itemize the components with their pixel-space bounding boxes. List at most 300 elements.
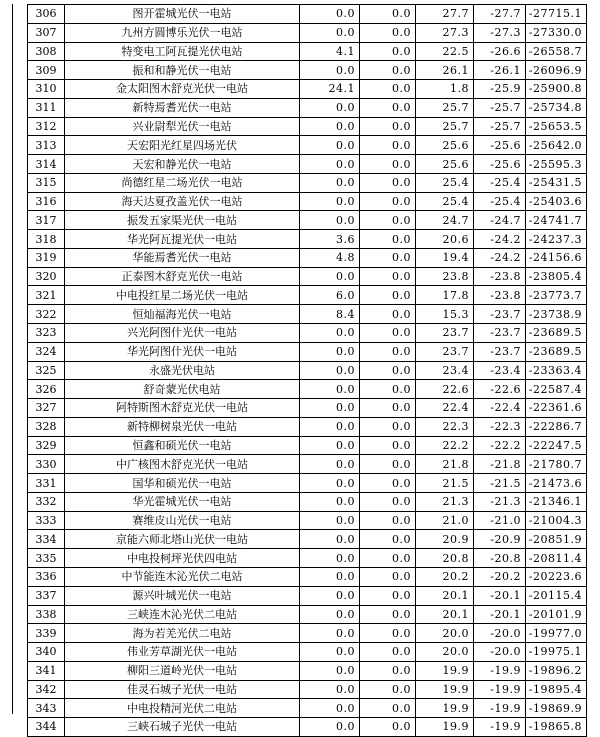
value-col-4-cell: -27.7 <box>474 5 526 24</box>
value-col-5-cell: -23689.5 <box>526 324 587 343</box>
station-name-cell: 振和和静光伏一电站 <box>65 61 300 80</box>
station-name-cell: 京能六师北塔山光伏一电站 <box>65 530 300 549</box>
row-number-cell: 316 <box>28 192 65 211</box>
station-name-cell: 新特焉耆光伏一电站 <box>65 98 300 117</box>
value-col-4-cell: -21.0 <box>474 511 526 530</box>
value-col-5-cell: -26096.9 <box>526 61 587 80</box>
value-col-2-cell: 0.0 <box>360 624 416 643</box>
value-col-4-cell: -23.7 <box>474 305 526 324</box>
value-col-2-cell: 0.0 <box>360 211 416 230</box>
value-col-4-cell: -19.9 <box>474 699 526 718</box>
table-row <box>28 474 587 493</box>
station-name-cell: 兴业尉犁光伏一电站 <box>65 117 300 136</box>
value-col-1-cell: 0.0 <box>300 417 360 436</box>
value-col-1-cell: 0.0 <box>300 173 360 192</box>
value-col-3-cell: 19.9 <box>416 718 474 737</box>
row-number-cell: 335 <box>28 549 65 568</box>
value-col-3-cell: 20.9 <box>416 530 474 549</box>
table-row <box>28 42 587 61</box>
value-col-4-cell: -27.3 <box>474 23 526 42</box>
value-col-1-cell: 0.0 <box>300 624 360 643</box>
row-number-cell: 332 <box>28 492 65 511</box>
value-col-3-cell: 23.4 <box>416 361 474 380</box>
station-name-cell: 恒灿福海光伏一电站 <box>65 305 300 324</box>
row-number-cell: 344 <box>28 718 65 737</box>
value-col-1-cell: 0.0 <box>300 643 360 662</box>
table-row <box>28 155 587 174</box>
row-number-cell: 336 <box>28 567 65 586</box>
station-name-cell: 源兴叶城光伏一电站 <box>65 586 300 605</box>
station-name-cell: 柳阳三道岭光伏一电站 <box>65 661 300 680</box>
station-name-cell: 振发五家渠光伏一电站 <box>65 211 300 230</box>
table-row <box>28 567 587 586</box>
value-col-2-cell: 0.0 <box>360 192 416 211</box>
value-col-2-cell: 0.0 <box>360 530 416 549</box>
row-number-cell: 314 <box>28 155 65 174</box>
value-col-5-cell: -23805.4 <box>526 267 587 286</box>
row-number-cell: 338 <box>28 605 65 624</box>
station-name-cell: 国华和硕光伏一电站 <box>65 474 300 493</box>
station-name-cell: 华光霍城光伏一电站 <box>65 492 300 511</box>
value-col-3-cell: 19.9 <box>416 661 474 680</box>
value-col-1-cell: 3.6 <box>300 230 360 249</box>
value-col-3-cell: 15.3 <box>416 305 474 324</box>
value-col-4-cell: -21.5 <box>474 474 526 493</box>
table-row <box>28 324 587 343</box>
station-name-cell: 三峡石城子光伏一电站 <box>65 718 300 737</box>
row-number-cell: 307 <box>28 23 65 42</box>
value-col-4-cell: -20.0 <box>474 624 526 643</box>
value-col-5-cell: -24237.3 <box>526 230 587 249</box>
value-col-3-cell: 20.6 <box>416 230 474 249</box>
table-row <box>28 605 587 624</box>
value-col-4-cell: -20.8 <box>474 549 526 568</box>
value-col-5-cell: -21004.3 <box>526 511 587 530</box>
row-number-cell: 331 <box>28 474 65 493</box>
value-col-1-cell: 0.0 <box>300 136 360 155</box>
value-col-2-cell: 0.0 <box>360 361 416 380</box>
station-name-cell: 九州方圆博乐光伏一电站 <box>65 23 300 42</box>
value-col-1-cell: 0.0 <box>300 549 360 568</box>
value-col-2-cell: 0.0 <box>360 42 416 61</box>
table-row <box>28 436 587 455</box>
value-col-5-cell: -25595.3 <box>526 155 587 174</box>
value-col-3-cell: 22.3 <box>416 417 474 436</box>
value-col-4-cell: -20.1 <box>474 586 526 605</box>
table-row <box>28 211 587 230</box>
value-col-3-cell: 27.3 <box>416 23 474 42</box>
table-row <box>28 117 587 136</box>
value-col-2-cell: 0.0 <box>360 248 416 267</box>
row-number-cell: 337 <box>28 586 65 605</box>
station-name-cell: 天宏和静光伏一电站 <box>65 155 300 174</box>
value-col-4-cell: -25.4 <box>474 192 526 211</box>
value-col-2-cell: 0.0 <box>360 680 416 699</box>
value-col-4-cell: -26.6 <box>474 42 526 61</box>
value-col-3-cell: 25.7 <box>416 117 474 136</box>
value-col-3-cell: 25.7 <box>416 98 474 117</box>
table-row <box>28 680 587 699</box>
value-col-2-cell: 0.0 <box>360 173 416 192</box>
value-col-1-cell: 0.0 <box>300 492 360 511</box>
table-row <box>28 61 587 80</box>
value-col-1-cell: 0.0 <box>300 567 360 586</box>
station-name-cell: 三峡连木沁光伏二电站 <box>65 605 300 624</box>
table-row <box>28 492 587 511</box>
table-body <box>28 5 587 737</box>
table-row <box>28 399 587 418</box>
table-row <box>28 699 587 718</box>
row-number-cell: 342 <box>28 680 65 699</box>
station-name-cell: 中节能连木沁光伏二电站 <box>65 567 300 586</box>
value-col-5-cell: -19869.9 <box>526 699 587 718</box>
value-col-1-cell: 6.0 <box>300 286 360 305</box>
value-col-2-cell: 0.0 <box>360 567 416 586</box>
table-row <box>28 661 587 680</box>
table-row <box>28 286 587 305</box>
value-col-5-cell: -25403.6 <box>526 192 587 211</box>
station-name-cell: 天宏阳光红星四场光伏 <box>65 136 300 155</box>
value-col-3-cell: 26.1 <box>416 61 474 80</box>
value-col-2-cell: 0.0 <box>360 61 416 80</box>
value-col-5-cell: -22247.5 <box>526 436 587 455</box>
row-number-cell: 326 <box>28 380 65 399</box>
table-row <box>28 380 587 399</box>
value-col-2-cell: 0.0 <box>360 136 416 155</box>
value-col-5-cell: -25642.0 <box>526 136 587 155</box>
value-col-3-cell: 23.7 <box>416 342 474 361</box>
value-col-4-cell: -19.9 <box>474 680 526 699</box>
station-name-cell: 赛维皮山光伏一电站 <box>65 511 300 530</box>
row-number-cell: 310 <box>28 80 65 99</box>
table-row <box>28 718 587 737</box>
row-number-cell: 308 <box>28 42 65 61</box>
row-number-cell: 323 <box>28 324 65 343</box>
value-col-5-cell: -25734.8 <box>526 98 587 117</box>
value-col-5-cell: -23363.4 <box>526 361 587 380</box>
value-col-2-cell: 0.0 <box>360 380 416 399</box>
value-col-3-cell: 21.0 <box>416 511 474 530</box>
value-col-1-cell: 0.0 <box>300 192 360 211</box>
station-name-cell: 图开霍城光伏一电站 <box>65 5 300 24</box>
value-col-2-cell: 0.0 <box>360 474 416 493</box>
table-row <box>28 305 587 324</box>
value-col-3-cell: 25.4 <box>416 192 474 211</box>
station-name-cell: 中广核图木舒克光伏一电站 <box>65 455 300 474</box>
value-col-5-cell: -20101.9 <box>526 605 587 624</box>
table-row <box>28 248 587 267</box>
row-number-cell: 325 <box>28 361 65 380</box>
value-col-2-cell: 0.0 <box>360 605 416 624</box>
value-col-5-cell: -23738.9 <box>526 305 587 324</box>
value-col-3-cell: 20.1 <box>416 605 474 624</box>
table-row <box>28 511 587 530</box>
value-col-2-cell: 0.0 <box>360 324 416 343</box>
station-name-cell: 新特柳树泉光伏一电站 <box>65 417 300 436</box>
value-col-5-cell: -19977.0 <box>526 624 587 643</box>
row-number-cell: 330 <box>28 455 65 474</box>
value-col-4-cell: -25.7 <box>474 98 526 117</box>
value-col-3-cell: 20.8 <box>416 549 474 568</box>
value-col-5-cell: -22587.4 <box>526 380 587 399</box>
value-col-1-cell: 0.0 <box>300 342 360 361</box>
value-col-3-cell: 21.5 <box>416 474 474 493</box>
value-col-3-cell: 22.2 <box>416 436 474 455</box>
value-col-4-cell: -22.6 <box>474 380 526 399</box>
value-col-3-cell: 21.8 <box>416 455 474 474</box>
value-col-2-cell: 0.0 <box>360 342 416 361</box>
table-row <box>28 80 587 99</box>
left-margin-rule <box>12 4 13 714</box>
station-name-cell: 海天达夏孜盖光伏一电站 <box>65 192 300 211</box>
station-name-cell: 中电投红星二场光伏一电站 <box>65 286 300 305</box>
value-col-1-cell: 0.0 <box>300 324 360 343</box>
value-col-1-cell: 0.0 <box>300 380 360 399</box>
value-col-5-cell: -19895.4 <box>526 680 587 699</box>
table-row <box>28 173 587 192</box>
value-col-3-cell: 19.9 <box>416 680 474 699</box>
value-col-1-cell: 0.0 <box>300 211 360 230</box>
value-col-5-cell: -27715.1 <box>526 5 587 24</box>
station-name-cell: 尚德红星二场光伏一电站 <box>65 173 300 192</box>
value-col-4-cell: -19.9 <box>474 661 526 680</box>
value-col-2-cell: 0.0 <box>360 511 416 530</box>
row-number-cell: 328 <box>28 417 65 436</box>
value-col-4-cell: -22.4 <box>474 399 526 418</box>
row-number-cell: 320 <box>28 267 65 286</box>
value-col-1-cell: 0.0 <box>300 661 360 680</box>
table-row <box>28 417 587 436</box>
value-col-1-cell: 0.0 <box>300 98 360 117</box>
value-col-3-cell: 22.5 <box>416 42 474 61</box>
station-name-cell: 舒奇蒙光伏电站 <box>65 380 300 399</box>
value-col-2-cell: 0.0 <box>360 492 416 511</box>
row-number-cell: 319 <box>28 248 65 267</box>
value-col-3-cell: 20.0 <box>416 643 474 662</box>
value-col-3-cell: 23.8 <box>416 267 474 286</box>
value-col-1-cell: 0.0 <box>300 117 360 136</box>
value-col-1-cell: 0.0 <box>300 474 360 493</box>
value-col-1-cell: 0.0 <box>300 455 360 474</box>
value-col-4-cell: -25.9 <box>474 80 526 99</box>
value-col-3-cell: 19.4 <box>416 248 474 267</box>
row-number-cell: 306 <box>28 5 65 24</box>
station-name-cell: 恒鑫和硕光伏一电站 <box>65 436 300 455</box>
table-row <box>28 98 587 117</box>
station-name-cell: 阿特斯图木舒克光伏一电站 <box>65 399 300 418</box>
table-row <box>28 192 587 211</box>
value-col-1-cell: 0.0 <box>300 361 360 380</box>
station-name-cell: 特变电工阿瓦提光伏电站 <box>65 42 300 61</box>
value-col-2-cell: 0.0 <box>360 399 416 418</box>
value-col-2-cell: 0.0 <box>360 718 416 737</box>
value-col-4-cell: -24.2 <box>474 230 526 249</box>
value-col-4-cell: -22.3 <box>474 417 526 436</box>
value-col-3-cell: 25.4 <box>416 173 474 192</box>
value-col-3-cell: 22.4 <box>416 399 474 418</box>
value-col-4-cell: -23.8 <box>474 286 526 305</box>
value-col-1-cell: 0.0 <box>300 5 360 24</box>
value-col-5-cell: -26558.7 <box>526 42 587 61</box>
value-col-3-cell: 20.1 <box>416 586 474 605</box>
station-name-cell: 佳灵石城子光伏一电站 <box>65 680 300 699</box>
station-name-cell: 海为若羌光伏二电站 <box>65 624 300 643</box>
value-col-3-cell: 24.7 <box>416 211 474 230</box>
value-col-2-cell: 0.0 <box>360 98 416 117</box>
table-row <box>28 342 587 361</box>
value-col-2-cell: 0.0 <box>360 5 416 24</box>
value-col-1-cell: 0.0 <box>300 586 360 605</box>
value-col-4-cell: -21.8 <box>474 455 526 474</box>
row-number-cell: 333 <box>28 511 65 530</box>
value-col-4-cell: -23.8 <box>474 267 526 286</box>
value-col-4-cell: -20.1 <box>474 605 526 624</box>
row-number-cell: 324 <box>28 342 65 361</box>
value-col-5-cell: -19865.8 <box>526 718 587 737</box>
value-col-1-cell: 0.0 <box>300 699 360 718</box>
value-col-2-cell: 0.0 <box>360 23 416 42</box>
row-number-cell: 341 <box>28 661 65 680</box>
value-col-2-cell: 0.0 <box>360 643 416 662</box>
value-col-3-cell: 27.7 <box>416 5 474 24</box>
value-col-4-cell: -25.4 <box>474 173 526 192</box>
value-col-5-cell: -20851.9 <box>526 530 587 549</box>
station-name-cell: 中电投柯坪光伏四电站 <box>65 549 300 568</box>
value-col-4-cell: -25.6 <box>474 155 526 174</box>
value-col-2-cell: 0.0 <box>360 549 416 568</box>
table-row <box>28 23 587 42</box>
table-row <box>28 267 587 286</box>
row-number-cell: 339 <box>28 624 65 643</box>
table-row <box>28 549 587 568</box>
value-col-4-cell: -23.4 <box>474 361 526 380</box>
value-col-5-cell: -24741.7 <box>526 211 587 230</box>
row-number-cell: 321 <box>28 286 65 305</box>
value-col-3-cell: 19.9 <box>416 699 474 718</box>
value-col-5-cell: -21473.6 <box>526 474 587 493</box>
table-row <box>28 230 587 249</box>
value-col-4-cell: -21.3 <box>474 492 526 511</box>
row-number-cell: 327 <box>28 399 65 418</box>
value-col-5-cell: -21780.7 <box>526 455 587 474</box>
row-number-cell: 312 <box>28 117 65 136</box>
value-col-4-cell: -25.7 <box>474 117 526 136</box>
value-col-3-cell: 20.2 <box>416 567 474 586</box>
value-col-4-cell: -20.9 <box>474 530 526 549</box>
value-col-2-cell: 0.0 <box>360 661 416 680</box>
value-col-2-cell: 0.0 <box>360 455 416 474</box>
value-col-1-cell: 24.1 <box>300 80 360 99</box>
row-number-cell: 343 <box>28 699 65 718</box>
value-col-4-cell: -23.7 <box>474 342 526 361</box>
value-col-1-cell: 0.0 <box>300 267 360 286</box>
station-name-cell: 永盛光伏电站 <box>65 361 300 380</box>
value-col-2-cell: 0.0 <box>360 436 416 455</box>
table-row <box>28 643 587 662</box>
row-number-cell: 322 <box>28 305 65 324</box>
value-col-5-cell: -23689.5 <box>526 342 587 361</box>
value-col-5-cell: -20223.6 <box>526 567 587 586</box>
station-name-cell: 兴光阿图什光伏一电站 <box>65 324 300 343</box>
value-col-2-cell: 0.0 <box>360 305 416 324</box>
value-col-5-cell: -25653.5 <box>526 117 587 136</box>
value-col-1-cell: 8.4 <box>300 305 360 324</box>
table-row <box>28 136 587 155</box>
value-col-2-cell: 0.0 <box>360 286 416 305</box>
station-name-cell: 伟业芳草湖光伏一电站 <box>65 643 300 662</box>
table-row <box>28 361 587 380</box>
station-name-cell: 华能焉耆光伏一电站 <box>65 248 300 267</box>
value-col-1-cell: 0.0 <box>300 530 360 549</box>
value-col-4-cell: -23.7 <box>474 324 526 343</box>
station-name-cell: 中电投精河光伏二电站 <box>65 699 300 718</box>
value-col-2-cell: 0.0 <box>360 417 416 436</box>
value-col-1-cell: 0.0 <box>300 155 360 174</box>
station-name-cell: 华光阿图什光伏一电站 <box>65 342 300 361</box>
table-row <box>28 455 587 474</box>
row-number-cell: 318 <box>28 230 65 249</box>
row-number-cell: 340 <box>28 643 65 662</box>
value-col-1-cell: 0.0 <box>300 605 360 624</box>
row-number-cell: 309 <box>28 61 65 80</box>
value-col-1-cell: 0.0 <box>300 23 360 42</box>
row-number-cell: 334 <box>28 530 65 549</box>
value-col-4-cell: -20.2 <box>474 567 526 586</box>
value-col-5-cell: -22361.6 <box>526 399 587 418</box>
value-col-2-cell: 0.0 <box>360 230 416 249</box>
value-col-5-cell: -22286.7 <box>526 417 587 436</box>
value-col-5-cell: -23773.7 <box>526 286 587 305</box>
value-col-1-cell: 0.0 <box>300 511 360 530</box>
value-col-3-cell: 21.3 <box>416 492 474 511</box>
value-col-4-cell: -24.2 <box>474 248 526 267</box>
value-col-1-cell: 0.0 <box>300 61 360 80</box>
data-table <box>27 4 587 737</box>
value-col-4-cell: -26.1 <box>474 61 526 80</box>
value-col-2-cell: 0.0 <box>360 699 416 718</box>
value-col-5-cell: -20811.4 <box>526 549 587 568</box>
value-col-3-cell: 20.0 <box>416 624 474 643</box>
value-col-1-cell: 0.0 <box>300 399 360 418</box>
value-col-3-cell: 25.6 <box>416 155 474 174</box>
value-col-5-cell: -25431.5 <box>526 173 587 192</box>
row-number-cell: 315 <box>28 173 65 192</box>
value-col-2-cell: 0.0 <box>360 80 416 99</box>
value-col-1-cell: 0.0 <box>300 718 360 737</box>
value-col-2-cell: 0.0 <box>360 586 416 605</box>
value-col-2-cell: 0.0 <box>360 117 416 136</box>
row-number-cell: 317 <box>28 211 65 230</box>
value-col-5-cell: -19975.1 <box>526 643 587 662</box>
value-col-1-cell: 4.8 <box>300 248 360 267</box>
value-col-5-cell: -19896.2 <box>526 661 587 680</box>
value-col-2-cell: 0.0 <box>360 155 416 174</box>
station-name-cell: 正泰图木舒克光伏一电站 <box>65 267 300 286</box>
value-col-5-cell: -20115.4 <box>526 586 587 605</box>
value-col-4-cell: -20.0 <box>474 643 526 662</box>
table-row <box>28 586 587 605</box>
value-col-4-cell: -24.7 <box>474 211 526 230</box>
value-col-3-cell: 1.8 <box>416 80 474 99</box>
value-col-3-cell: 25.6 <box>416 136 474 155</box>
value-col-4-cell: -22.2 <box>474 436 526 455</box>
value-col-5-cell: -25900.8 <box>526 80 587 99</box>
table-row <box>28 624 587 643</box>
value-col-1-cell: 0.0 <box>300 436 360 455</box>
value-col-5-cell: -24156.6 <box>526 248 587 267</box>
station-name-cell: 华光阿瓦提光伏一电站 <box>65 230 300 249</box>
value-col-5-cell: -27330.0 <box>526 23 587 42</box>
